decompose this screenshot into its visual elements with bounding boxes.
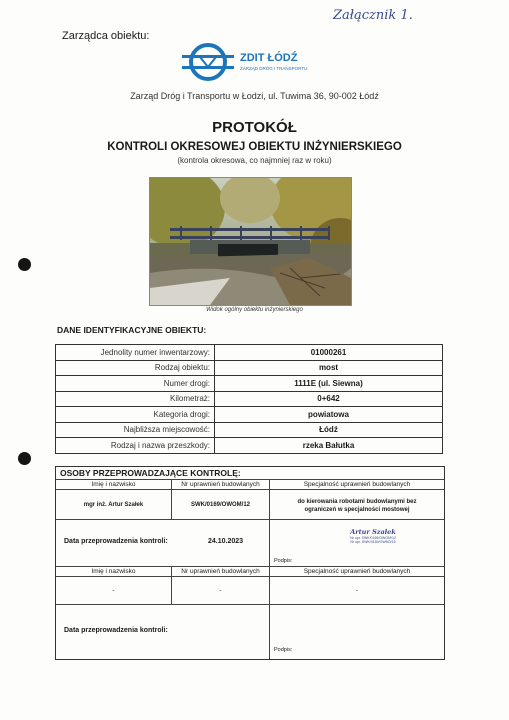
signature-label-2: Podpis: <box>274 647 293 653</box>
identification-table <box>55 344 443 454</box>
binder-hole-top <box>18 258 31 271</box>
row-value: powiatowa <box>215 407 443 423</box>
bridge-photo-image <box>150 178 351 305</box>
table-row <box>56 407 443 423</box>
row-label: Jednolity numer inwentarzowy: <box>56 345 215 361</box>
stamp-name: Artur Szałek <box>350 528 396 536</box>
person1-name: mgr inż. Artur Szałek <box>56 490 172 520</box>
photo-caption: Widok ogólny obiektu inżynierskiego <box>206 307 303 313</box>
date-label-2: Data przeprowadzenia kontroli: <box>64 627 168 634</box>
persons-table <box>55 466 445 660</box>
person1-specialty: do kierowania robotami budowlanymi bez ograniczeń w specjalności mostowej <box>270 490 444 520</box>
date-row-2 <box>56 605 270 659</box>
row-value: Łódź <box>215 422 443 438</box>
col-license-header-2: Nr uprawnień budowlanych <box>172 567 270 577</box>
person2-name: - <box>56 577 172 605</box>
signature-cell-2 <box>270 605 444 659</box>
date-label-1: Data przeprowadzenia kontroli: <box>64 538 168 545</box>
table-row <box>56 438 443 454</box>
row-label: Kategoria drogi: <box>56 407 215 423</box>
signature-label-1: Podpis: <box>274 558 293 564</box>
row-value: 1111E (ul. Siewna) <box>215 376 443 392</box>
object-photo <box>149 177 352 306</box>
row-value: most <box>215 360 443 376</box>
signature-stamp <box>338 528 408 544</box>
handwritten-note: Załącznik 1. <box>333 8 413 23</box>
row-value: rzeka Bałutka <box>215 438 443 454</box>
binder-hole-bottom <box>18 452 31 465</box>
row-label: Kilometraż: <box>56 391 215 407</box>
protocol-subtitle: KONTROLI OKRESOWEJ OBIEKTU INŻYNIERSKIEGO <box>107 141 402 153</box>
persons-heading: OSOBY PRZEPROWADZAJĄCE KONTROLĘ: <box>56 467 444 480</box>
col-spec-header: Specjalność uprawnień budowlanych <box>270 480 444 490</box>
zdit-logo <box>182 42 332 82</box>
col-name-header: Imię i nazwisko <box>56 480 172 490</box>
person1-license: SWK/0169/OWOM/12 <box>172 490 270 520</box>
identification-heading: DANE IDENTYFIKACYJNE OBIEKTU: <box>57 325 207 335</box>
table-row <box>56 422 443 438</box>
person2-specialty: - <box>270 577 444 605</box>
col-license-header: Nr uprawnień budowlanych <box>172 480 270 490</box>
protocol-title: PROTOKÓŁ <box>212 119 297 136</box>
protocol-note: (kontrola okresowa, co najmniej raz w roku) <box>177 156 332 165</box>
table-row <box>56 360 443 376</box>
row-value: 01000261 <box>215 345 443 361</box>
table-row <box>56 376 443 392</box>
date-value-1: 24.10.2023 <box>208 538 244 545</box>
table-row <box>56 391 443 407</box>
row-label: Najbliższa miejscowość: <box>56 422 215 438</box>
person2-license: - <box>172 577 270 605</box>
zdit-logo-icon <box>182 42 234 82</box>
owner-address: Zarząd Dróg i Transportu w Łodzi, ul. Tuwima 36, 90-002 Łódź <box>130 91 379 101</box>
row-label: Rodzaj i nazwa przeszkody: <box>56 438 215 454</box>
owner-label: Zarządca obiektu: <box>62 30 150 42</box>
row-label: Numer drogi: <box>56 376 215 392</box>
col-spec-header-2: Specjalność uprawnień budowlanych <box>270 567 444 577</box>
col-name-header-2: Imię i nazwisko <box>56 567 172 577</box>
stamp-line-2: Nr upr. SWK/0169/OWBO/15 <box>350 540 396 544</box>
stamp-line-1: Nr upr. SWK/0169/OWOM/12 <box>350 536 396 540</box>
signature-cell-1 <box>270 520 444 567</box>
row-label: Rodzaj obiektu: <box>56 360 215 376</box>
date-row-1 <box>56 520 270 567</box>
logo-title: ZDIT ŁÓDŹ <box>240 52 298 64</box>
logo-subtitle: ZARZĄD DRÓG I TRANSPORTU <box>240 66 308 71</box>
row-value: 0+642 <box>215 391 443 407</box>
table-row <box>56 345 443 361</box>
